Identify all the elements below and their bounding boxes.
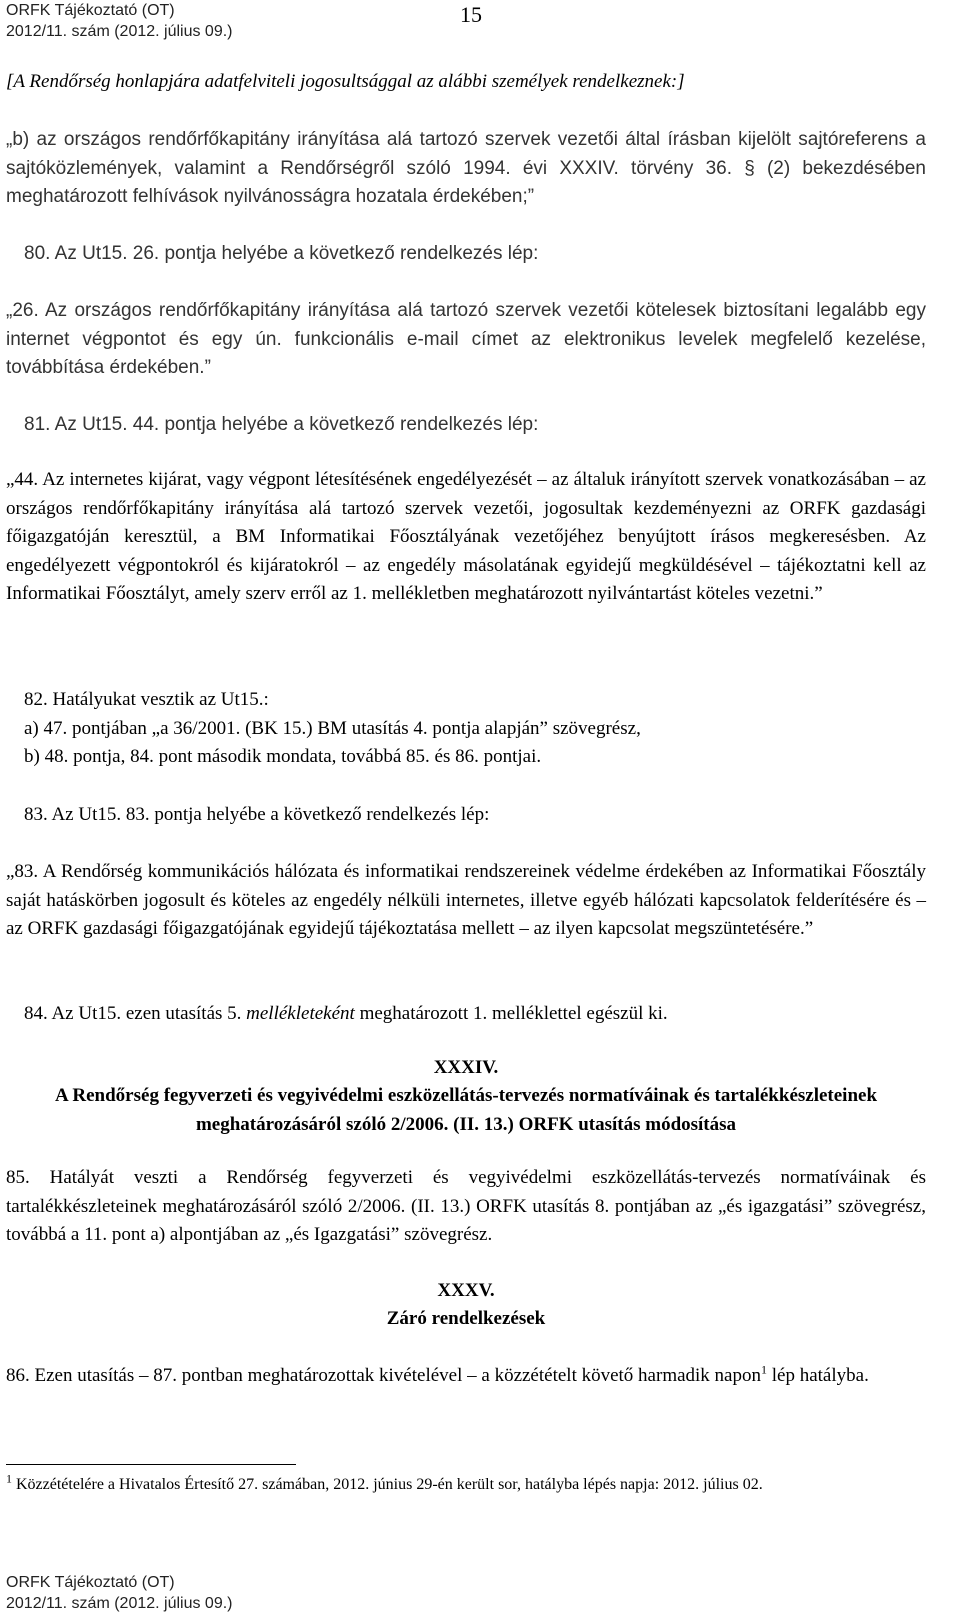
header-issue: 2012/11. szám (2012. július 09.) bbox=[6, 23, 233, 40]
footnote-divider bbox=[6, 1464, 296, 1465]
quoted-point-26: „26. Az országos rendőrfőkapitány irányítása alá tartozó szervek vezetői kötelesek biztosítani legalább egy internet végpontot és egy ún. funkcionális e-mail címet az elektronikus levelek megfelelő kezelése, továbbítása érdekében.” bbox=[6, 300, 926, 379]
footnote-reference[interactable]: 1 bbox=[761, 1362, 767, 1377]
page-number: 15 bbox=[460, 2, 482, 27]
footnote-mark: 1 bbox=[6, 1471, 12, 1486]
point-81: 81. Az Ut15. 44. pontja helyébe a következő rendelkezés lép: bbox=[24, 414, 539, 435]
point-82 bbox=[6, 686, 944, 772]
point-86-text: 86. Ezen utasítás – 87. pontban meghatározottak kivételével – a közzétételt követő harmadik napon bbox=[6, 1365, 761, 1386]
point-86 bbox=[6, 1362, 926, 1391]
footnote-text: Közzétételére a Hivatalos Értesítő 27. számában, 2012. június 29-én került sor, hatályba lépés napja: 2012. július 02. bbox=[12, 1476, 763, 1493]
point-80: 80. Az Ut15. 26. pontja helyébe a következő rendelkezés lép: bbox=[24, 243, 539, 264]
intro-bracket-text: [A Rendőrség honlapjára adatfelviteli jogosultsággal az alábbi személyek rendelkeznek:] bbox=[6, 71, 685, 92]
section-xxxiv-title: A Rendőrség fegyverzeti és vegyivédelmi eszközellátás-tervezés normatíváinak és tartalékkészleteinek meghatározásáról szóló 2/2006. (II. 13.) ORFK utasítás módosítása bbox=[54, 1085, 878, 1135]
quoted-point-44: „44. Az internetes kijárat, vagy végpont létesítésének engedélyezését – az általuk irányított szervek vonatkozásában – az országos rendőrfőkapitány irányítása alá tartozó szervek vezetői, jogosultak kezdeményezni az ORFK gazdasági főigazgatóján keresztül, a BM Informatikai Főosztályának vezetőjéhez benyújtott írásos megkeresésben. Az engedélyezett végpontokról és kijáratokról – az engedély másolatának egyidejű megküldésével – tájékoztatni kell az Informatikai Főosztályt, amely szerv erről az 1. mellékletben meghatározott nyilvántartást köteles vezetni.” bbox=[6, 469, 926, 605]
point-85: 85. Hatályát veszti a Rendőrség fegyverzeti és vegyivédelmi eszközellátás-tervezés normatíváinak és tartalékkészleteinek meghatározásáról szóló 2/2006. (II. 13.) ORFK utasítás 8. pontjában az „és igazgatási” szövegrész, továbbá a 11. pont a) alpontjában az „és Igazgatási” szövegrész. bbox=[6, 1167, 926, 1246]
quoted-point-b: „b) az országos rendőrfőkapitány irányítása alá tartozó szervek vezetői által írásban kijelölt sajtóreferens a sajtóközlemények, valamint a Rendőrségről szóló 1994. évi XXXIV. törvény 36. § (2) bekezdésében meghatározott felhívások nyilvánosságra hozatala érdekében;” bbox=[6, 129, 926, 208]
point-84-text-end: meghatározott 1. melléklettel egészül ki. bbox=[354, 1003, 668, 1024]
point-84 bbox=[6, 1000, 944, 1029]
footnote bbox=[6, 1473, 926, 1496]
page-header bbox=[6, 0, 233, 42]
quoted-point-83: „83. A Rendőrség kommunikációs hálózata és informatikai rendszereinek védelme érdekében az Informatikai Főosztály saját hatáskörben jogosult és köteles az engedély nélküli internetes, illetve egyéb hálózati kapcsolatok felderítésére és – az ORFK gazdasági főigazgatójának egyidejű tájékoztatása mellett – az ilyen kapcsolat megszüntetésére.” bbox=[6, 861, 926, 940]
footer-issue: 2012/11. szám (2012. július 09.) bbox=[6, 1595, 233, 1612]
section-xxxiv-number: XXXIV. bbox=[433, 1057, 499, 1078]
footer-publication: ORFK Tájékoztató (OT) bbox=[6, 1574, 175, 1591]
point-82-heading: 82. Hatályukat vesztik az Ut15.: bbox=[24, 689, 269, 710]
point-82-b: b) 48. pontja, 84. pont második mondata, továbbá 85. és 86. pontjai. bbox=[24, 746, 542, 768]
point-82-a: a) 47. pontjában „a 36/2001. (BK 15.) BM utasítás 4. pontja alapján” szövegrész, bbox=[24, 717, 641, 739]
header-publication: ORFK Tájékoztató (OT) bbox=[6, 2, 175, 19]
point-86-text-end: lép hatályba. bbox=[767, 1365, 869, 1386]
point-84-text: 84. Az Ut15. ezen utasítás 5. bbox=[24, 1003, 247, 1024]
section-xxxv-number: XXXV. bbox=[437, 1280, 495, 1301]
point-84-italic: mellékleteként bbox=[246, 1003, 355, 1024]
page-footer bbox=[6, 1572, 233, 1614]
point-83: 83. Az Ut15. 83. pontja helyébe a következő rendelkezés lép: bbox=[24, 804, 490, 825]
section-xxxv-title: Záró rendelkezések bbox=[386, 1308, 546, 1329]
